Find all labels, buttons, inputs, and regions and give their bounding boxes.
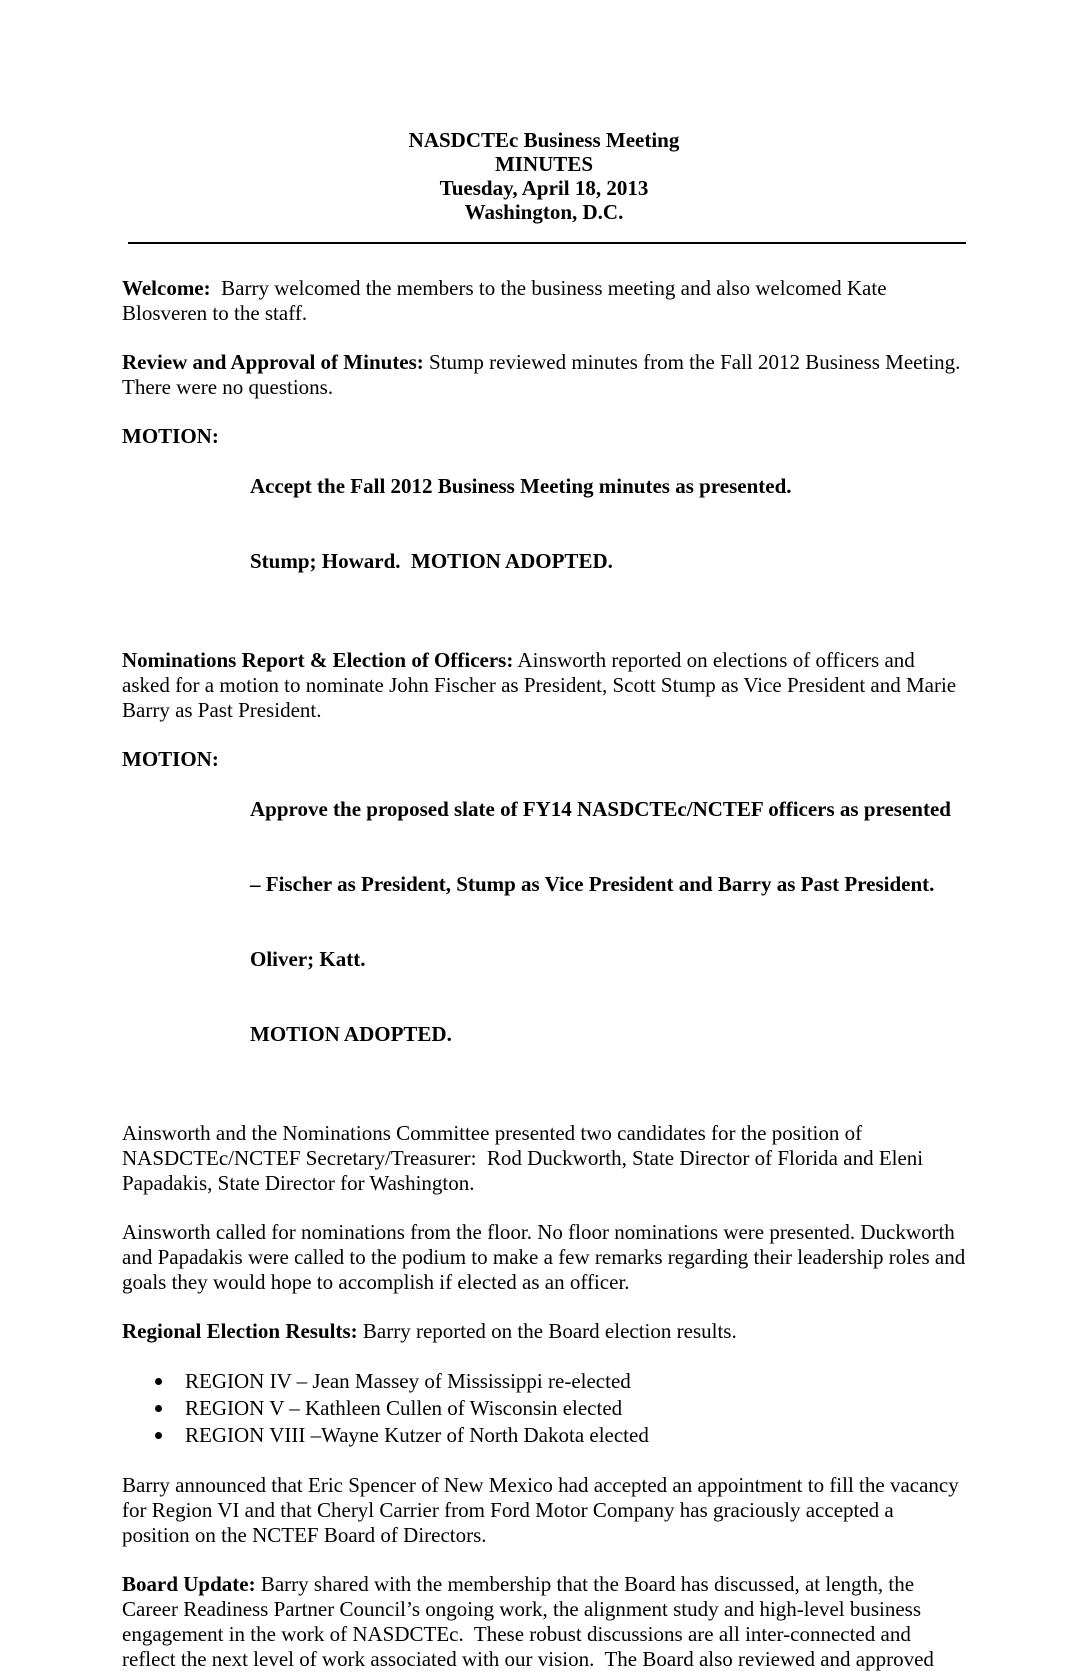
list-item-region-v — [155, 1395, 966, 1422]
regional-results-text: Barry reported on the Board election results. — [357, 1319, 737, 1343]
review-label: Review and Approval of Minutes: — [122, 350, 424, 374]
title-line-minutes: MINUTES — [494, 152, 594, 176]
board-update-paragraph — [122, 1572, 966, 1672]
appointments-text: Barry announced that Eric Spencer of New Mexico had accepted an appointment to fill the vacancy for Region VI and that Cheryl Carrier from Ford Motor Company has graciously accepted a position on the NCTEF Board of Directors. — [122, 1473, 964, 1547]
list-item-region-viii — [155, 1422, 966, 1449]
welcome-text: Barry welcomed the members to the business meeting and also welcomed Kate Blosveren to the staff. — [122, 276, 892, 325]
motion-2-line: Approve the proposed slate of FY14 NASDCTEc/NCTEF officers as presented — [250, 797, 951, 821]
bullet-icon — [155, 1405, 162, 1412]
region-results-list — [122, 1368, 966, 1449]
nominations-text: Ainsworth reported on elections of officers and asked for a motion to nominate John Fischer as President, Scott Stump as Vice President and Marie Barry as Past President. — [122, 648, 962, 722]
list-item-text: REGION V – Kathleen Cullen of Wisconsin elected — [185, 1396, 623, 1420]
motion-2-label: MOTION: — [122, 747, 219, 771]
motion-1-label: MOTION: — [122, 424, 219, 448]
motion-2-body — [250, 747, 966, 1097]
header-divider — [128, 242, 966, 244]
nominations-label: Nominations Report & Election of Officers: — [122, 648, 514, 672]
motion-2-line: Oliver; Katt. — [250, 947, 366, 971]
motion-2-line: MOTION ADOPTED. — [250, 1022, 452, 1046]
motion-1-body — [250, 424, 966, 624]
motion-block-1 — [122, 424, 966, 624]
regional-results-paragraph — [122, 1319, 966, 1344]
motion-2-line: – Fischer as President, Stump as Vice President and Barry as Past President. — [250, 872, 935, 896]
appointments-paragraph — [122, 1473, 966, 1548]
bullet-icon — [155, 1378, 162, 1385]
review-text: Stump reviewed minutes from the Fall 2012 Business Meeting. There were no questions. — [122, 350, 971, 399]
bullet-icon — [155, 1432, 162, 1439]
committee-text: Ainsworth and the Nominations Committee presented two candidates for the position of NASDCTEc/NCTEF Secretary/Treasurer: Rod Duckworth, State Director of Florida and Eleni Papadakis, State Director for Washington. — [122, 1121, 929, 1195]
board-update-label: Board Update: — [122, 1572, 256, 1596]
motion-1-line: Accept the Fall 2012 Business Meeting minutes as presented. — [250, 474, 792, 498]
title-line-date: Tuesday, April 18, 2013 — [439, 176, 649, 200]
regional-results-label: Regional Election Results: — [122, 1319, 358, 1343]
committee-paragraph — [122, 1121, 966, 1196]
list-item-region-iv — [155, 1368, 966, 1395]
welcome-paragraph — [122, 276, 966, 326]
list-item-text: REGION IV – Jean Massey of Mississippi re-elected — [185, 1369, 631, 1393]
floor-nominations-text: Ainsworth called for nominations from the floor. No floor nominations were presented. Duckworth and Papadakis were called to the podium to make a few remarks regarding their leadership roles and goals they would hope to accomplish if elected as an officer. — [122, 1220, 971, 1294]
welcome-label: Welcome: — [122, 276, 211, 300]
board-update-text: Barry shared with the membership that the Board has discussed, at length, the Career Readiness Partner Council’s ongoing work, the alignment study and high-level business engagement in the work of NASDCTEc. These robust discussions are all inter-connected and reflect the next level of work associated with our vision. The Board also reviewed and approved — [122, 1572, 934, 1671]
motion-1-line: Stump; Howard. MOTION ADOPTED. — [250, 549, 613, 573]
document-header — [122, 128, 966, 224]
review-paragraph — [122, 350, 971, 400]
title-line-location: Washington, D.C. — [464, 200, 624, 224]
floor-nominations-paragraph — [122, 1220, 971, 1295]
motion-block-2 — [122, 747, 966, 1097]
title-line-meeting: NASDCTEc Business Meeting — [408, 128, 680, 152]
nominations-paragraph — [122, 648, 966, 723]
list-item-text: REGION VIII –Wayne Kutzer of North Dakota elected — [185, 1423, 649, 1447]
